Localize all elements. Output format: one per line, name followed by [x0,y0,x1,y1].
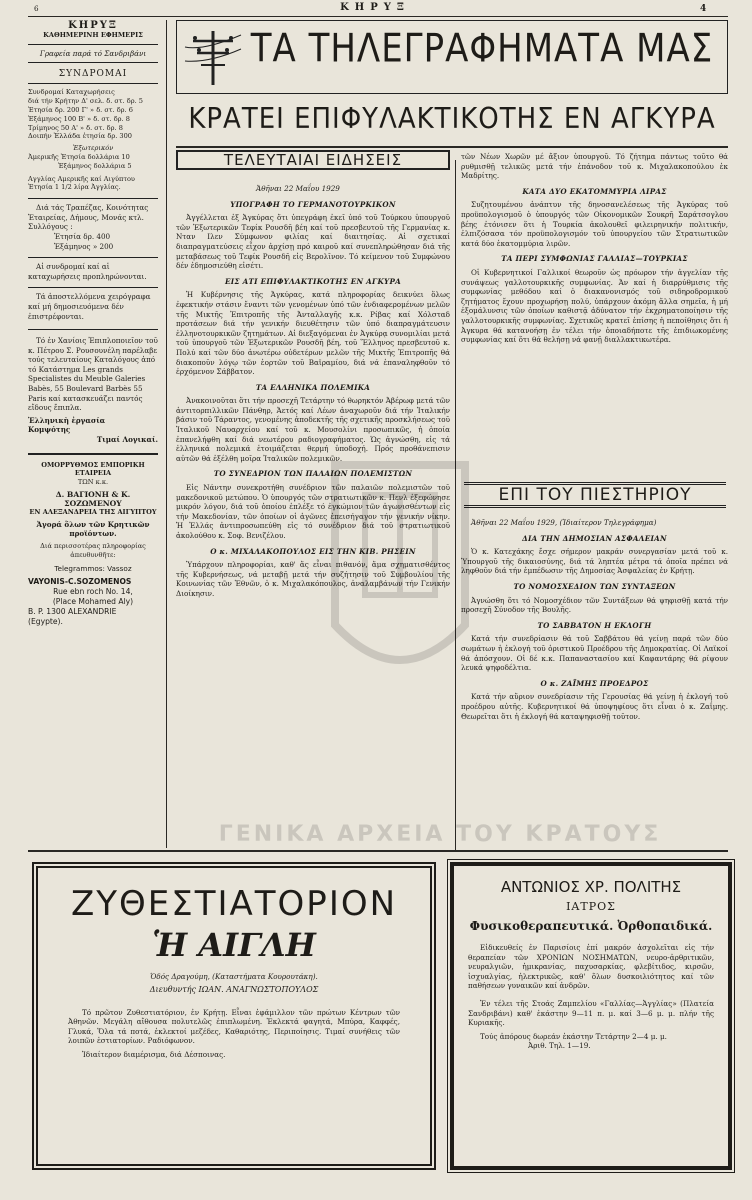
banner-box [176,20,728,94]
paragraph: Οἱ Κυβερνητικοί Γαλλικοί θεωροῦν ὡς πρόωρον τήν ἀγγελίαν τῆς συνάψεως γαλλοτουρκικῆς συμφωνίας. Ἀν καί ἡ διαρρύθμισις τῆς συμφωνίας μεθόδου καί ὁ διακανονισμός τοῦ σιδηροδρομικοῦ ζητήματος ἔχουν προχωρήσῃ πολύ, ὑπάρχουν ἀκόμη ἄλλα σημεῖα, ἡ μή ἐξομάλυνσις τῶν ὁποίων καθιστᾷ ἀδύνατον τήν ἐκχρηματοποίησιν τῆς γαλλοτουρκικῆς συμφωνίας. Σχετικῶς κρατεῖ ἐπίσης ἡ πεποίθησις ὅτι ἡ Ἀγκυρα θά κατανοήσῃ ἐν τέλει τήν ὁποιαδήποτε τῆς ἐπιδιωκομένης συμφωνίας καί ὅτι θά θελήσῃ νά φανῇ διαλλακτικωτέρα. [461,267,728,345]
right-column [461,152,728,349]
firm-address [28,577,158,627]
paragraph: Συζητουμένου ἀνάπτυν τῆς δηνοσανελέσεως τῆς Ἀγκύρας τοῦ προϋπολογισμοῦ ὁ ὑπουργός τῶν Οἰκονομικῶν Σουκρῆ Σαράτσογλου βέης ἐτόνισεν ὅτι ἡ Τουρκία ἀκολουθεῖ φιλειρηνικήν πολιτικήν, ἐλπιζόσασα τόν προϋπολογισμόν τοῦ ὑπουργείου τῶν Στρατιωτικῶν κατά δύο ἑκατομμύρια λιρῶν. [461,200,728,248]
subheading: ΤΟ ΝΟΜΟΣΧΕΔΙΟΝ ΤΩΝ ΣΥΝΤΑΞΕΩΝ [513,581,676,591]
subheading: ΤΟ ΣΑΒΒΑΤΟΝ Η ΕΚΛΟΓΗ [537,620,652,630]
paragraph: Ἡ Κυβέρνησις τῆς Ἀγκύρας, κατά πληροφορίας δεικνύει ὅλως ἐφεκτικήν στάσιν ἔναντι τῶν γενομένων ὑπό τῶν ἐνδιαφερομένων μελῶν τῆς Μικτῆς Ἐπιτροπῆς τῆς Ἀνταλλαγῆς κ.κ. Ρίβας καί Χόλσταδ προτάσεων διά τήν γενικήν διευθέτησιν τῶν ὑπό διαπραγμάτευσιν ἑλληνοτουρκικῶν ζητημάτων. Αἱ διεξαγόμεναι ἐν Ἀγκύρᾳ συνομιλίαι μετά τοῦ ὑπουργοῦ τῶν Ἐξωτερικῶν Ρουσδῆ βέη, τοῦ Ἕλληνος πρεσβευτοῦ κ. Πολύ καί τῶν δύο ἀνωτέρω οὐδετέρων μελῶν τῆς Μικτῆς Ἐπιτροπῆς θά διακοποῦν λόγῳ τῶν ἑορτῶν τοῦ Βαϊραμίου, διά νά ἐπαναληφθοῦν τό ἐρχόμενον Σάββατον. [176,290,450,377]
archive-stamp: ΓΕΝΙΚΑ ΑΡΧΕΙΑ ΤΟΥ ΚΡΑΤΟΥΣ [218,822,662,847]
paper-desc: ΚΑΘΗΜΕΡΙΝΗ ΕΦΗΜΕΡΙΣ [43,31,143,39]
company-names: Δ. ΒΑΓΙΟΝΗ & Κ. ΣΟΖΩΜΕΝΟΥ [55,490,131,509]
company-city: ΕΝ ΑΛΕΞΑΝΔΡΕΙΑ ΤΗΣ ΑΙΓΥΠΤΟΥ [29,508,157,517]
abroad-line: Ἑξάμηνος δολλάρια 5 [58,161,132,170]
court-title: ΕΠΙ ΤΟΥ ΠΙΕΣΤΗΡΙΟΥ [498,485,692,505]
egypt-line: Ἐτησία 1 1/2 λίρα Ἀγγλίας. [28,183,121,192]
subheading: ΤΑ ΠΕΡΙ ΣΥΜΦΩΝΙΑΣ ΓΑΛΛΙΑΣ—ΤΟΥΡΚΙΑΣ [501,254,688,264]
firm-place: (Place Mohamed Aly) [52,597,134,607]
telegraph-pole-icon [183,27,243,87]
paragraph: Ἀγγέλλεται ἐξ Ἀγκύρας ὅτι ὑπεγράφη ἐκεῖ ὑπό τοῦ Τούρκου ὑπουργοῦ τῶν Ἐξωτερικῶν Τεφίκ Ρουσδῆ βέη καί τοῦ πρεσβευτοῦ τῆς Γερμανίας κ. Νταν Ιλεν Σύμφωνον φιλίας καί διαιτησίας. Αἱ σχετικαί διαπραγματεύσεις εἶχον ἀρχίσῃ πρό καιροῦ καί συνεπληρώθησαν διά τῆς μεταβάσεως τοῦ Τεφίκ Ρουσδῆ εἰς Βερολῖνον. Τό κείμενον τοῦ Συμφώνου δέν ἐδημοσιεύθη εἰσέτι. [176,213,450,271]
egypt-line: Αγγλίας Αμερικῆς καί Αιγύπτου [28,174,135,183]
company-text: Ἀγορά ὅλων τῶν Κρητικῶν προϊόντων. [36,519,150,539]
ads-rule [28,850,728,852]
company-info: Διά περισσοτέρας πληροφορίας ἀπευθυνθῆτε: [40,542,146,559]
doctor-text: Εἰδικευθείς ἐν Παρισίοις ἐπί μακρόν ἀσχολεῖται εἰς τήν θεραπείαν τῶν ΧΡΟΝΙΩΝ ΝΟΣΗΜΑΤΩΝ, νευρο-ἀρθριτικῶν, νευραλγιῶν, ἡμικρανίας, παχυσαρκίας, φλεβίτιδος, κιρσῶν, ἰσχυαλγίας, ἠλεκτρικῶς, καθ' ὅλων δυσκοιλιότητος καί τῶν παθήσεων γυναικῶν καί ἀνδρῶν. [468,943,714,991]
subs-line: Τρίμηνος 50 Α' » δ. στ. δρ. 8 [28,123,123,132]
restaurant-address: Ὁδός Δραγούμη, (Καταστήματα Κουρουτάκη). [150,972,318,981]
subscriptions-table [28,88,158,192]
subs-line: Συνδρομαί Καταχωρήσεις [28,88,115,97]
banner-title: ΤΑ ΤΗΛΕΓΡΑΦΗΜΑΤΑ ΜΑΣ [250,26,714,72]
restaurant-name: Ἡ ΑΙΓΛΗ [152,926,316,964]
doctor-address: Ἐν τέλει τῆς Στοάς Ζαμπελίου «Γαλλίας—Ἀγγλίας» (Πλατεία Σανδριβάνι) καθ' ἑκάστην 9—11 π. μ. καί 3—6 μ. μ. πλήν τῆς Κυριακῆς. [468,998,714,1028]
doctor-ad [450,862,732,1170]
header-left-mark: 6 [34,4,39,13]
doctor-free-hours: Τούς ἀπόρους δωρεάν ἑκάστην Τετάρτην 2—4 μ. μ. [480,1031,667,1041]
furniture-tag: Κομψότης [28,425,71,435]
column-rule [166,20,167,848]
office-address: Γραφεία παρά τό Σανδριβάνι [39,48,147,58]
subheading: ΤΟ ΣΥΝΕΔΡΙΟΝ ΤΩΝ ΠΑΛΑΙΩΝ ΠΟΛΕΜΙΣΤΩΝ [213,469,413,479]
subheading: ΤΑ ΕΛΛΗΝΙΚΑ ΠΟΛΕΜΙΚΑ [255,382,371,392]
prepay-note: Αἱ συνδρομαί καί αἱ καταχωρήσεις προπληρώνονται. [28,262,147,281]
masthead: ΚΗΡΥΞ [340,2,410,13]
subscriptions-title: ΣΥΝΔΡΟΜΑΙ [58,69,128,80]
dateline: Ἀθῆναι 22 Μαΐου 1929 [256,184,340,193]
abroad-line: Ἀμερικῆς Ἐτησία δολλάρια 10 [28,152,130,161]
soc-line: Ἑξάμηνος » 200 [54,241,114,251]
main-article [176,176,450,603]
subheading: ΚΑΤΑ ΔΥΟ ΕΚΑΤΟΜΜΥΡΙΑ ΛΙΡΑΣ [522,186,667,196]
paragraph: Ἀγνώσθη ὅτι τό Νομοσχέδιον τῶν Συντάξεων θά ψηφισθῇ κατά τήν προσεχῆ Σύνοδον τῆς Βουλῆς. [461,595,728,615]
telegram-address: Telegrammos: Vassoz [54,563,132,573]
subs-line: Ἑξάμηνος 100 Β' » δ. στ. δρ. 8 [28,114,130,123]
doctor-role: ΙΑΤΡΟΣ [566,900,616,913]
firm-street: Rue ebn roch No. 14, [53,587,133,597]
court-dateline: Ἀθῆναι 22 Μαΐου 1929, (Ἰδιαίτερον Τηλεγράφημα) [471,518,657,527]
company-sub: ΤΩΝ κ.κ. [77,478,109,487]
restaurant-title: ΖΥΘΕΣΤΙΑΤΟΡΙΟΝ [70,884,398,924]
subs-line: Ἐτησία δρ. 200 Γ' » δ. στ. δρ. 6 [28,105,133,114]
paragraph: τῶν Νέων Χωρῶν μέ ἄξιον ὑπουργοῦ. Τό ζήτημα πάντως τοῦτο θά ρυθμισθῇ τελικῶς μετά τήν ἐπάνοδον τοῦ κ. Μιχαλακοπούλου ἐκ Μαδρίτης. [461,152,728,181]
firm-box: B. P. 1300 ALEXANDRIE [28,607,117,617]
paragraph: Ὁ κ. Κατεχάκης ἔσχε σήμερον μακράν συνεργασίαν μετά τοῦ κ. Ὑπουργοῦ τῆς δικαιοσύνης, διά τά ληπτέα μέτρα τά ὁποῖα πρέπει νά ληφθοῦν διά τήν ἐμπέδωσιν τῆς Δημοσίας Ἀσφαλείας ἐν Κρήτῃ. [461,547,728,576]
paragraph: Κατά τήν αὔριον συνεδρίασιν τῆς Γερουσίας θά γείνῃ ἡ ἐκλογή τοῦ προέδρου αὐτῆς. Κυβερνητικοί θά ὑποψηφίους ὅτι εἶναι ὁ κ. Ζαΐμης. Θεωρεῖται ὅτι ἡ ἐκλογή θά καταψηφισθῇ τοῦτον. [461,692,728,721]
furniture-ad: Τό ἐν Χανίοις Ἐπιπλοποιεῖον τοῦ κ. Πέτρου Σ. Ρουσουνέλη παρέλαβε τούς τελευταίους Καταλόγους ἀπό τό Κατάστημα Les grands Specialistes du Meuble Galeries Babès, 55 Boulevard Barbès 55 Paris καί κατασκευάζει παντός εἴδους ἔπιπλα. [28,336,158,413]
subheading: ΔΙΑ ΤΗΝ ΔΗΜΟΣΙΑΝ ΑΣΦΑΛΕΙΑΝ [522,533,667,543]
furniture-tag: Τιμαί Λογικαί. [96,435,158,445]
subheading: ΕΙΣ ΑΤΙ ΕΠΙΦΥΛΑΚΤΙΚΟΤΗΣ ΕΝ ΑΓΚΥΡΑ [224,276,402,286]
headline-rule [176,146,728,148]
restaurant-note: Ἰδιαίτερον διαμέρισμα, διά Δέσποινας. [82,1049,226,1059]
doctor-phone: Ἀριθ. Τηλ. 1—19. [528,1041,591,1051]
returns-note: Τά ἀποστελλόμενα χειρόγραφα καί μή δημοσιευόμενα δέν ἐπιστρέφονται. [28,292,151,321]
subs-line: διά τήν Κρήτην Δ' σελ. δ. στ. δρ. 5 [28,97,143,106]
firm-name: VAYONIS-C.SOZOMENOS [28,577,132,587]
court-title-box [464,482,726,508]
column-rule [455,160,456,850]
header-rule [28,16,728,17]
abroad-label: Ἐξωτερικόν [72,144,114,153]
page-number: 4 [700,4,707,14]
restaurant-director: Διευθυντής ΙΩΑΝ. ΑΝΑΓΝΩΣΤΟΠΟΥΛΟΣ [149,984,319,994]
paragraph: Ἀνακοινοῦται ὅτι τήν προσεχῆ Τετάρτην τό θωρηκτόν Ἀβέρωφ μετά τῶν ἀντιτορπιλλικῶν Πάνθηρ, Ἀετός καί Λέων ἀναχωροῦν διά τήν Ἰταλικήν βάσιν τοῦ Τάραντος, γενομένης ἀποδεκτῆς τῆς σχετικῆς προσκλήσεως τοῦ Ἰταλικοῦ Ναυαρχείου καί τοῦ κ. Μουσολίνι προσωπικῶς, ἡ ὁποία ἐπανελήφθη καί διά νεωτέρου ραδιογραφήματος. Ὡς ἀγνώσθη, εἰς τά ἑλληνικά πολεμικά ἑτοιμάζεται θερμή ὑποδοχή. Πρός προθάνεπισιν αὐτῶν θά ἐξέλθη μοῖρα Ἰταλικῶν πολεμικῶν. [176,396,450,463]
left-column [28,20,158,627]
soc-line: Ἐτησία δρ. 400 [54,231,111,241]
subheading: Ο κ. ΜΙΧΑΛΑΚΟΠΟΥΛΟΣ ΕΙΣ ΤΗΝ ΚΙΒ. ΡΗΣΕΙΝ [210,546,416,556]
restaurant-ad [32,862,436,1170]
subheading: Ο κ. ΖΑΪΜΗΣ ΠΡΟΕΔΡΟΣ [540,678,649,688]
societies-text: Διά τάς Τραπέζας, Κοινότητας Ἑταιρείας, Δήμους, Μονάς κτλ. Συλλόγους : [28,203,149,232]
latest-news-title: ΤΕΛΕΥΤΑΙΑΙ ΕΙΔΗΣΕΙΣ [223,151,403,169]
paper-name: ΚΗΡΥΞ [68,20,118,31]
subs-line: Δοιπήν Ἑλλάδα ἐτησία δρ. 300 [28,132,132,141]
subheading: ΥΠΟΓΡΑΦΗ ΤΟ ΓΕΡΜΑΝΟΤΟΥΡΚΙΚΟΝ [230,199,396,209]
company-title: ΟΜΟΡΡΥΘΜΟΣ ΕΜΠΟΡΙΚΗ ΕΤΑΙΡΕΙΑ [41,460,145,478]
doctor-name: ΑΝΤΩΝΙΟΣ ΧΡ. ΠΟΛΙΤΗΣ [500,878,682,896]
paragraph: Εἰς Νάντην συνεκροτήθη συνέδριον τῶν παλαιῶν πολεμιστῶν τοῦ μακεδονικοῦ μετώπου. Ὁ ὑπουργός τῶν στρατιωτικῶν κ. Πενλ ἐξεφώνησε μικρόν λόγον, διά τοῦ ὁποίου ἐπλέξε τό ἐγκώμιον τῶν ἀγωνισθέντων εἰς τήν Μακεδονίαν, τῶν ὁποίων οἱ ἀγῶνες ἐπεισήγαγον τήν γενικήν νίκην. Ἡ Ἑλλάς ἀντιπροσωπεύθη εἰς τό συνέδριον διά τοῦ στρατιωτικοῦ ἀκολούθου κ. Σοφ. Βενιζέλου. [176,483,450,540]
paragraph: Κατά τήν συνεδρίασιν θά τοῦ Σαββάτου θά γείνῃ παρά τῶν δύο σωμάτων ἡ ἐκλογή τοῦ ὁριστικοῦ Προέδρου τῆς Δημοκρατίας. Οἱ Λαϊκοί θά ἀπόσχουν. Οἱ δέ κ.κ. Παπαναστασίου καί Καφαντάρης θά ρίψουν λευκά ψηφοδέλτια. [461,634,728,673]
headline: ΚΡΑΤΕΙ ΕΠΙΦΥΛΑΚΤΙΚΟΤΗΣ ΕΝ ΑΓΚΥΡΑ [188,102,716,136]
paragraph: Ὑπάρχουν πληροφορίαι, καθ' ἅς εἶναι πιθανόν, ἅμα σχηματισθέντος τῆς Κυβερνήσεως, νά μεταβῇ μετά τήν συζήτησιν τοῦ Συμβουλίου τῆς Κοινωνίας τῶν Ἐθνῶν, ὁ κ. Μιχαλακόπουλος, ἀναλαμβάνων τήν Γενικήν Διοίκησιν. [176,560,450,598]
firm-country: (Egypte). [28,617,63,627]
furniture-tag: Ἐλληνικὴ ἐργασία [28,415,106,425]
restaurant-text: Τό πρῶτον Ζυθεστιατόριον, ἐν Κρήτῃ. Εἶναι ἐφάμιλλον τῶν πρώτων Κέντρων τῶν Ἀθηνῶν. Μεγάλη αἴθουσα πολυτελῶς ἐπιπλωμένη. Ἐκλεκτά φαγητά, Μπύρα, Καφφές, Γλυκά, Ὅλα τά ποτά, ἐκλεκτοί μεζέδες, Καθαριότης, Περιποίησις. Τιμαί συνήθεις τῶν λοιπῶν ἑστιατορίων. Ραδιόφωνον. [68,1007,400,1046]
court-column [461,514,728,725]
latest-news-box [176,150,450,170]
doctor-specialty: Φυσικοθεραπευτικά. Ὀρθοπαιδικά. [469,919,713,933]
